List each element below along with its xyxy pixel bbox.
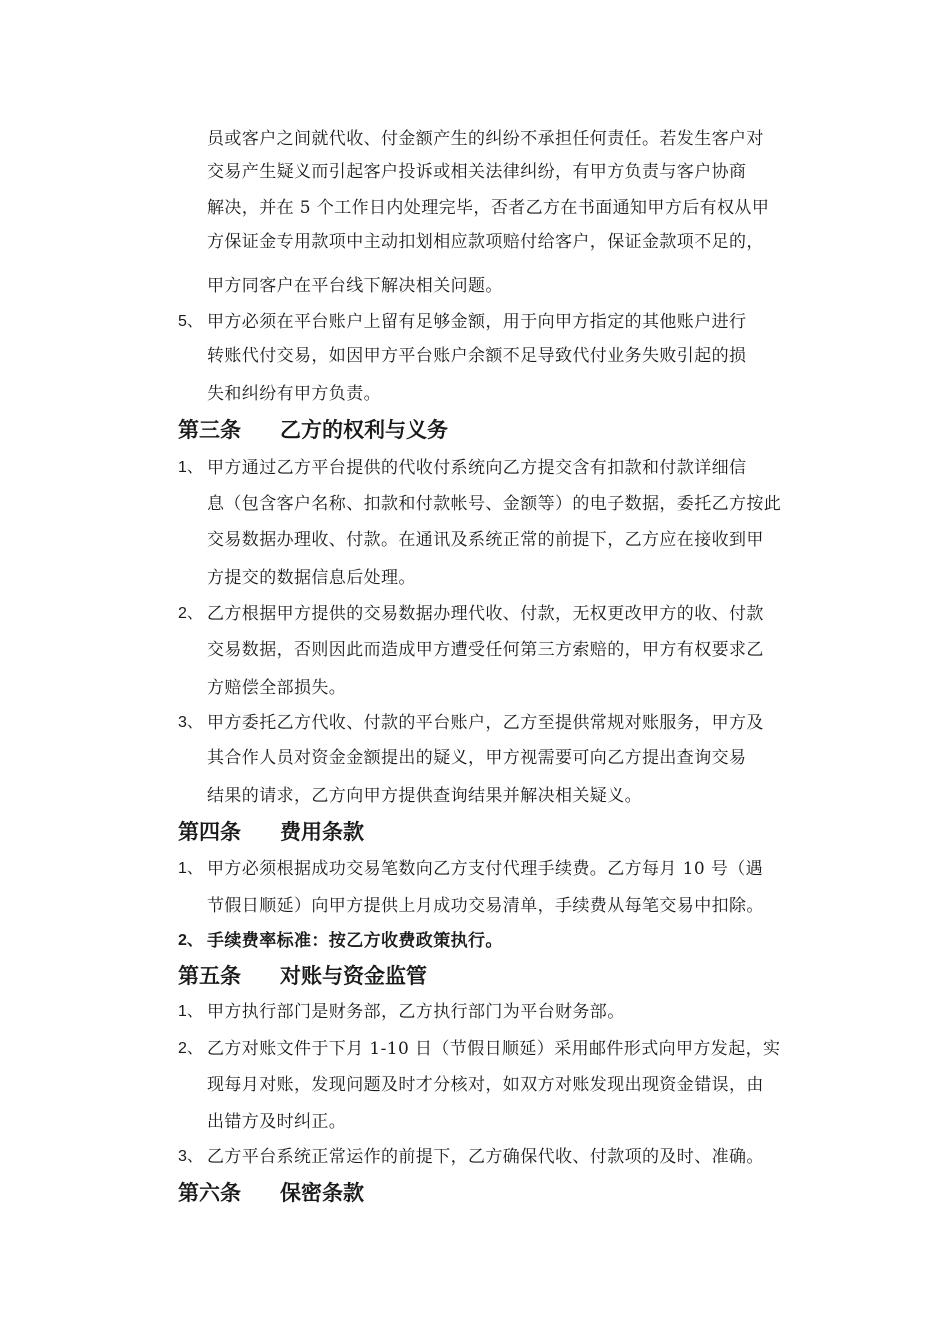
paragraph-line: 节假日顺延）向甲方提供上月成功交易清单，手续费从每笔交易中扣除。	[207, 896, 764, 916]
paragraph-line: 转账代付交易，如因甲方平台账户余额不足导致代付业务失败引起的损	[207, 346, 747, 366]
list-number: 2、	[178, 605, 203, 622]
paragraph-line: 方赔偿全部损失。	[207, 678, 347, 698]
paragraph-line: 解决，并在 5 个工作日内处理完毕，否者乙方在书面通知甲方后有权从甲	[207, 198, 770, 218]
article-label: 第四条	[178, 820, 241, 844]
paragraph-line: 方提交的数据信息后处理。	[207, 568, 416, 588]
paragraph-line: 甲方委托乙方代收、付款的平台账户，乙方至提供常规对账服务，甲方及	[207, 713, 764, 733]
list-number: 1、	[178, 459, 203, 476]
paragraph-line: 乙方根据甲方提供的交易数据办理代收、付款，无权更改甲方的收、付款	[207, 604, 764, 624]
list-number: 3、	[178, 1148, 203, 1165]
article-label: 第六条	[178, 1181, 241, 1205]
article-label: 第三条	[178, 418, 241, 442]
paragraph-line: 交易数据，否则因此而造成甲方遭受任何第三方索赔的，甲方有权要求乙	[207, 640, 764, 660]
paragraph-line: 现每月对账，发现问题及时才分核对，如双方对账发现出现资金错误，由	[207, 1075, 764, 1095]
paragraph-line: 息（包含客户名称、扣款和付款帐号、金额等）的电子数据，委托乙方按此	[207, 494, 782, 514]
paragraph-line: 出错方及时纠正。	[207, 1112, 347, 1132]
list-number: 1、	[178, 1003, 203, 1020]
paragraph-line: 乙方平台系统正常运作的前提下，乙方确保代收、付款项的及时、准确。	[207, 1147, 764, 1167]
list-number: 5、	[178, 313, 203, 330]
article-label: 第五条	[178, 964, 241, 988]
paragraph-line: 方保证金专用款项中主动扣划相应款项赔付给客户，保证金款项不足的，	[207, 232, 764, 252]
paragraph-line: 乙方对账文件于下月 1-10 日（节假日顺延）采用邮件形式向甲方发起，实	[207, 1039, 781, 1059]
article-6-heading	[178, 1179, 364, 1207]
paragraph-line: 甲方必须根据成功交易笔数向乙方支付代理手续费。乙方每月 10 号（遇	[207, 859, 764, 879]
list-number: 3、	[178, 714, 203, 731]
paragraph-line: 结果的请求，乙方向甲方提供查询结果并解决相关疑义。	[207, 786, 642, 806]
list-number: 2、	[178, 932, 203, 949]
article-3-heading	[178, 416, 448, 444]
article-5-heading	[178, 962, 427, 990]
list-number: 1、	[178, 860, 203, 877]
paragraph-line: 员或客户之间就代收、付金额产生的纠纷不承担任何责任。若发生客户对	[207, 129, 764, 149]
paragraph-line: 交易产生疑义而引起客户投诉或相关法律纠纷，有甲方负责与客户协商	[207, 162, 747, 182]
paragraph-line: 手续费率标准：按乙方收费政策执行。	[207, 931, 503, 951]
article-title: 保密条款	[280, 1181, 364, 1205]
article-title: 乙方的权利与义务	[280, 418, 448, 442]
paragraph-line: 失和纠纷有甲方负责。	[207, 384, 381, 404]
article-title: 对账与资金监管	[280, 964, 427, 988]
article-4-heading	[178, 818, 364, 846]
list-number: 2、	[178, 1040, 203, 1057]
paragraph-line: 甲方必须在平台账户上留有足够金额，用于向甲方指定的其他账户进行	[207, 312, 747, 332]
paragraph-line: 甲方通过乙方平台提供的代收付系统向乙方提交含有扣款和付款详细信	[207, 458, 747, 478]
paragraph-line: 其合作人员对资金金额提出的疑义，甲方视需要可向乙方提出查询交易	[207, 748, 747, 768]
paragraph-line: 甲方执行部门是财务部，乙方执行部门为平台财务部。	[207, 1002, 625, 1022]
article-title: 费用条款	[280, 820, 364, 844]
paragraph-line: 甲方同客户在平台线下解决相关问题。	[207, 276, 503, 296]
paragraph-line: 交易数据办理收、付款。在通讯及系统正常的前提下，乙方应在接收到甲	[207, 530, 764, 550]
